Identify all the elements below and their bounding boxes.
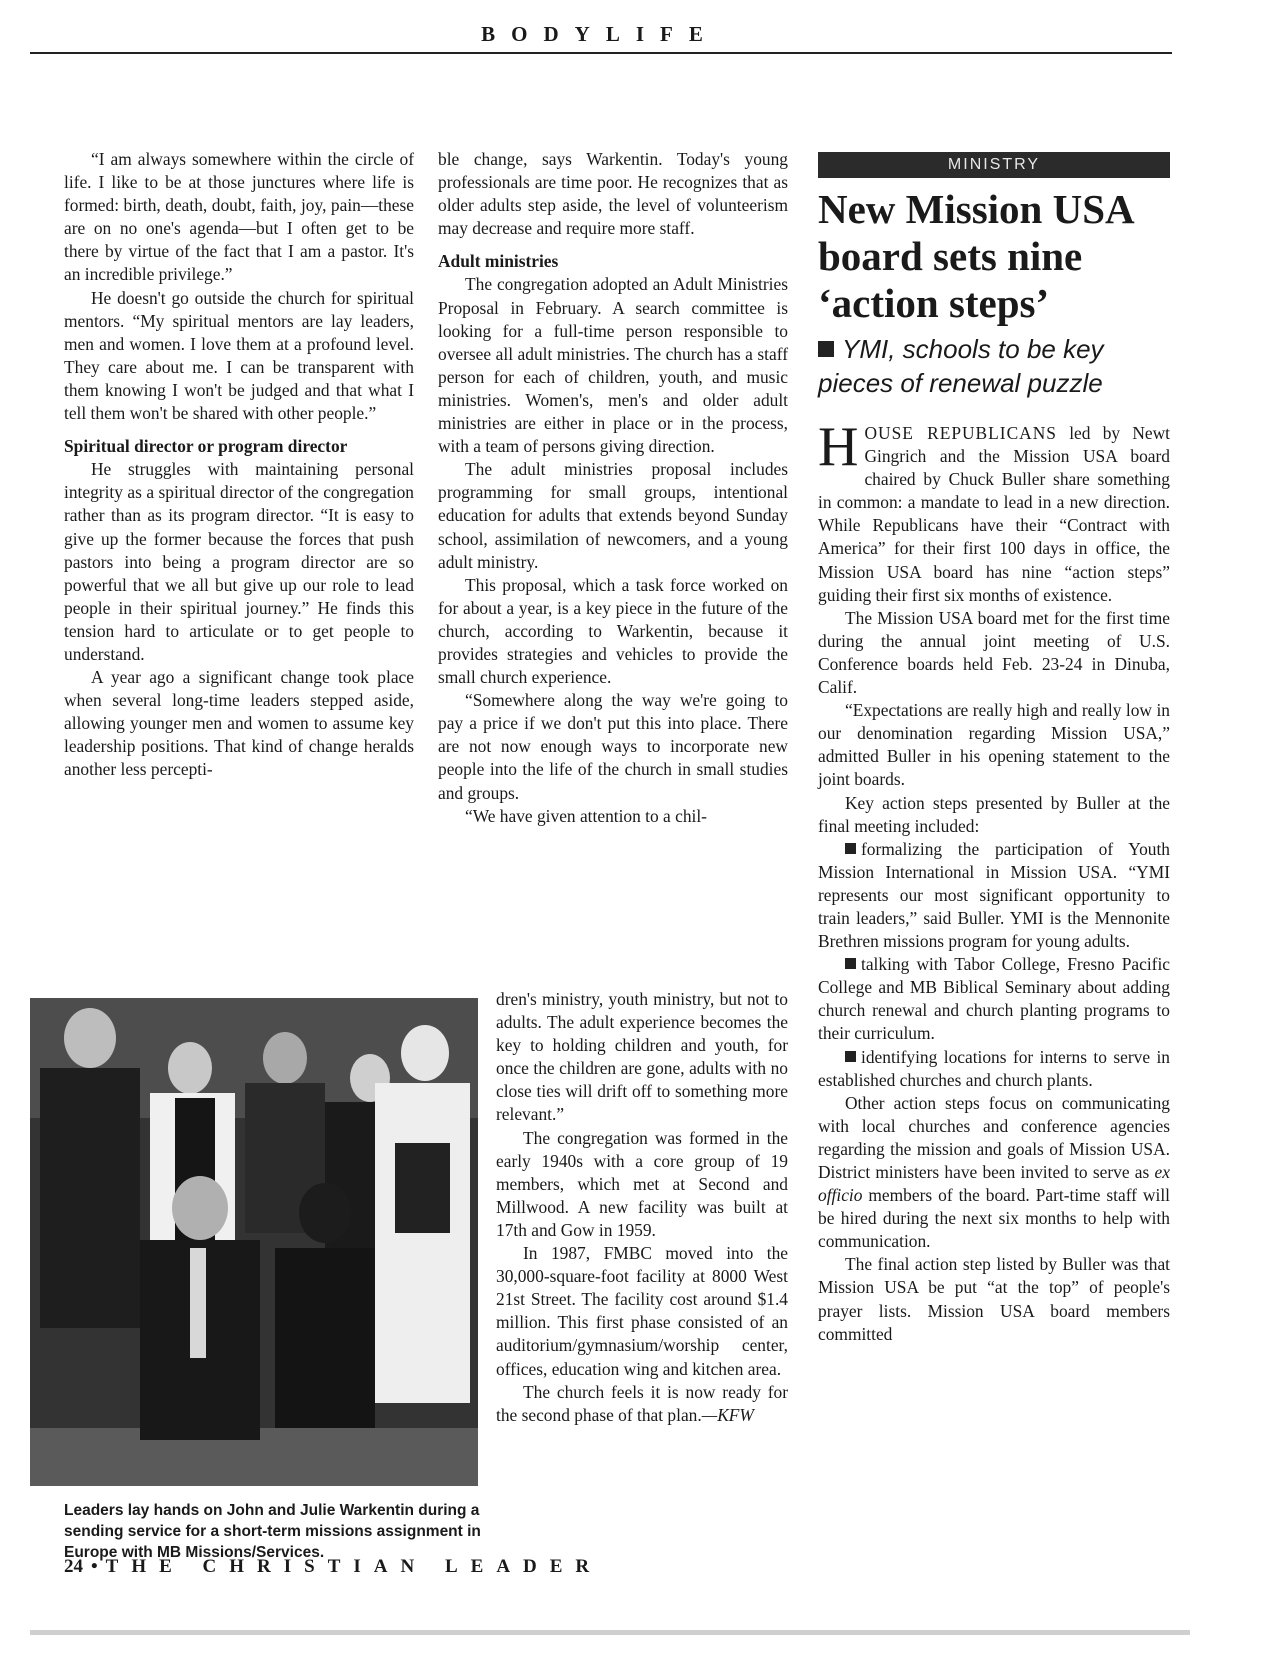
paragraph: “I am always somewhere within the circle of life. I like to be at those junctures where life is formed: birth, death, doubt, faith, joy, pain—these are on no one's agenda—but I often get to be there by virtue of the fact that I am a pastor. It's an incredible privilege.” — [64, 149, 414, 285]
text: members of the board. Part-time staff will be hired during the next six months to help with communication. — [818, 1185, 1170, 1252]
paragraph: The final action step listed by Buller was that Mission USA be put “at the top” of people's prayer lists. Mission USA board members committed — [818, 1254, 1170, 1344]
bullet-item — [818, 1046, 1170, 1092]
page-number: 24 — [64, 1556, 83, 1577]
column-2-lower — [496, 988, 788, 1427]
page-footer — [64, 1556, 602, 1578]
header-rule — [30, 52, 1172, 54]
paragraph: A year ago a significant change took place when several long-time leaders stepped aside, allowing younger men and women to assume key leadership positions. That kind of change heralds another less percepti- — [64, 667, 414, 780]
square-bullet-icon — [845, 1051, 856, 1062]
lead-paragraph — [818, 416, 1170, 607]
deck-text: YMI, schools to be key pieces of renewal puzzle — [818, 334, 1104, 398]
bullet-text: talking with Tabor College, Fresno Pacific College and MB Biblical Seminary about adding church renewal and church planting programs to their curriculum. — [818, 954, 1170, 1044]
paragraph: “We have given attention to a chil- — [465, 805, 707, 826]
bullet-text: identifying locations for interns to serve in established churches and church plants. — [818, 1046, 1170, 1090]
paragraph — [496, 1381, 788, 1427]
paragraph: In 1987, FMBC moved into the 30,000-square-foot facility at 8000 West 21st Street. The facility cost around $1.4 million. This first phase consisted of an auditorium/gymnasium/worship center, offices, education wing and kitchen area. — [496, 1243, 788, 1379]
drop-cap: H — [818, 416, 859, 478]
running-head: BODYLIFE — [481, 22, 719, 46]
square-bullet-icon — [818, 341, 834, 357]
paragraph: The congregation was formed in the early 1940s with a core group of 19 members, which met at Second and Millwood. A new facility was built at 17th and Gow in 1959. — [496, 1127, 788, 1240]
photo-caption: Leaders lay hands on John and Julie Warkentin during a sending service for a short-term missions assignment in Europe with MB Missions/Services. — [64, 1502, 481, 1561]
square-bullet-icon — [845, 843, 856, 854]
lead-caps: OUSE REPUBLICANS — [864, 423, 1057, 443]
photo-leaders-laying-hands — [30, 998, 478, 1486]
article-deck — [818, 332, 1170, 400]
bullet-text: formalizing the participation of Youth Mission International in Mission USA. “YMI represents our most significant opportunity to train leaders,” said Buller. YMI is the Mennonite Brethren missions program for young adults. — [818, 838, 1170, 952]
paragraph: The Mission USA board met for the first time during the annual joint meeting of U.S. Conference boards held Feb. 23-24 in Dinuba, Calif. — [818, 607, 1170, 698]
article-headline: New Mission USA board sets nine ‘action steps’ — [818, 186, 1133, 326]
paragraph: This proposal, which a task force worked on for about a year, is a key piece in the future of the church, according to Warkentin, because it provides strategies and vehicles to provide the small church experience. — [438, 574, 788, 688]
paragraph: “Expectations are really high and really low in our denomination regarding Mission USA,” admitted Buller in his opening statement to the joint boards. — [818, 700, 1170, 790]
paragraph: ble change, says Warkentin. Today's young professionals are time poor. He recognizes that as older adults step aside, the level of volunteerism may decrease and require more staff. — [438, 149, 788, 239]
subhead: Spiritual director or program director — [64, 436, 348, 457]
column-3-body — [818, 416, 1170, 1346]
paragraph: “Somewhere along the way we're going to pay a price if we don't put this into place. There are not now enough ways to incorporate new people into the life of the church in small studies and groups. — [438, 690, 788, 803]
column-1 — [64, 148, 414, 782]
square-bullet-icon — [845, 958, 856, 969]
bullet-item — [818, 838, 1170, 953]
publication-name: THE CHRISTIAN LEADER — [105, 1556, 603, 1577]
paragraph: The adult ministries proposal includes programming for small groups, intentional education for adults that extends beyond Sunday school, assimilation of newcomers, and a young adult ministry. — [438, 459, 788, 572]
bullet-item — [818, 953, 1170, 1045]
paragraph: He doesn't go outside the church for spiritual mentors. “My spiritual mentors are lay leaders, men and women. I love them at a profound level. They care about me. I can be transparent with them knowing I won't be judged and that what I tell them won't be shared with other people.” — [64, 287, 414, 424]
emphasis: ex officio — [818, 1162, 1170, 1206]
closing-text: The church feels it is now ready for the second phase of that plan. — [496, 1381, 788, 1425]
paragraph: dren's ministry, youth ministry, but not to adults. The adult experience becomes the key to holding children and youth, for once the children are gone, adults with no close ties will drift off to something more relevant.” — [496, 989, 788, 1125]
text: Other action steps focus on communicating with local churches and conference agencies regarding the mission and goals of Mission USA. District ministers have been invited to serve as — [818, 1092, 1170, 1182]
column-2 — [438, 148, 788, 828]
separator-dot: • — [91, 1556, 98, 1577]
subhead: Adult ministries — [438, 251, 559, 272]
paragraph: He struggles with maintaining personal integrity as a spiritual director of the congregation rather than as its program director. “It is easy to give up the former because the forces that push pastors into being a program director are so powerful that we all but give up our role to lead people in their spiritual journey.” He finds this tension hard to articulate or to get people to understand. — [64, 459, 414, 664]
paragraph: Key action steps presented by Buller at the final meeting included: — [818, 792, 1170, 836]
bottom-rule — [30, 1630, 1190, 1635]
paragraph — [818, 1092, 1170, 1254]
paragraph: The congregation adopted an Adult Ministries Proposal in February. A search committee is looking for a full-time person responsible to oversee all adult ministries. The church has a staff person for each of children, youth, and music ministries. Women's, men's and older adult ministries are either in place or in the process, with a team of persons giving direction. — [438, 274, 788, 457]
category-label: MINISTRY — [818, 152, 1170, 178]
signature: —KFW — [701, 1404, 754, 1425]
lead-text: led by Newt Gingrich and the Mission USA board chaired by Chuck Buller share something in common: a mandate to lead in a new direction. While Republicans have their “Contract with America” for their first 100 days in office, the Mission USA board has nine “action steps” guiding their first six months of existence. — [818, 423, 1170, 605]
